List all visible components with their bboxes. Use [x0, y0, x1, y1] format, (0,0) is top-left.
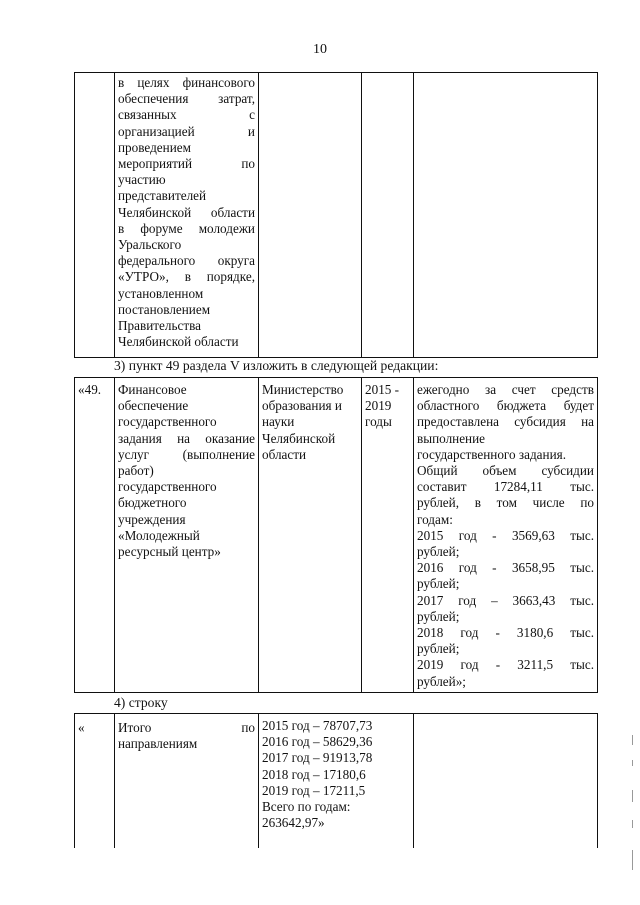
purpose-line: участию	[118, 172, 166, 188]
item-49-name-line: государственного	[118, 414, 217, 430]
item-49-name-line: услуг (выполнение	[118, 446, 255, 462]
totals-amount-line: 2019 год – 17211,5	[262, 782, 366, 798]
item-49-name-line: работ)	[118, 463, 154, 479]
item-49-name-line: Финансовое	[118, 382, 187, 397]
totals-amount-line: Всего по годам:	[262, 799, 351, 815]
item-49-name-line: «Молодежный	[118, 527, 200, 543]
purpose-line: мероприятий по	[118, 156, 255, 172]
item-49-executor-line: образования и	[262, 398, 342, 414]
purpose-line: в форуме молодежи	[118, 220, 255, 236]
item-49-source-line: рублей;	[417, 576, 460, 592]
item-49-source-line: рублей, в том числе по	[417, 495, 594, 511]
item-49-name-line: учреждения	[118, 511, 186, 527]
item-49-name-line: обеспечение	[118, 398, 189, 414]
totals-name-line: направлениям	[118, 736, 198, 752]
item-49-period	[365, 382, 411, 431]
totals-amount-line: 263642,97»	[262, 815, 325, 831]
item-49-period-line: 2019	[365, 398, 392, 414]
item-49-source-line: 2018 год - 3180,6 тыс.	[417, 625, 594, 641]
item-49-name-line: задания на оказание	[118, 430, 255, 446]
item-49-executor-line: Министерство	[262, 382, 344, 397]
purpose-line: обеспечения затрат,	[118, 91, 255, 107]
totals-number: «	[78, 720, 85, 735]
purpose-line: установленном	[118, 285, 204, 301]
purpose-line: в целях финансового	[118, 75, 255, 90]
item-49-source-line: составит 17284,11 тыс.	[417, 479, 594, 495]
totals-amount-line: 2015 год – 78707,73	[262, 718, 373, 733]
totals-name	[118, 720, 255, 752]
table-continuation-purpose-text	[118, 75, 255, 350]
purpose-line: представителей	[118, 188, 207, 204]
item-49-source-line: предоставлена субсидия на	[417, 414, 594, 430]
item-49-source-line: выполнение	[417, 430, 486, 446]
paragraph-item-4: 4) строку	[114, 695, 168, 710]
item-49-name	[118, 382, 255, 560]
item-49-name-line: ресурсный центр»	[118, 544, 221, 560]
item-49-source-line: годам:	[417, 511, 453, 527]
totals-amount-line: 2016 год – 58629,36	[262, 734, 373, 750]
totals-amounts	[262, 718, 412, 831]
item-49-source-line: рублей;	[417, 544, 460, 560]
item-49-period-line: годы	[365, 414, 392, 430]
item-49-executor-line: науки	[262, 414, 295, 430]
item-49-source-line: рублей»;	[417, 673, 466, 689]
item-49-executor-line: Челябинской	[262, 430, 336, 446]
item-49-source-line: 2016 год - 3658,95 тыс.	[417, 560, 594, 576]
purpose-line: постановлением	[118, 301, 211, 317]
purpose-line: Челябинской области	[118, 334, 239, 350]
purpose-line: федерального округа	[118, 253, 255, 269]
totals-amount-line: 2018 год – 17180,6	[262, 766, 366, 782]
item-49-source-line: государственного задания.	[417, 446, 567, 462]
item-49-source-line: рублей;	[417, 608, 460, 624]
item-49-source-line: 2017 год – 3663,43 тыс.	[417, 592, 594, 608]
purpose-line: Уральского	[118, 237, 182, 253]
paragraph-item-3: 3) пункт 49 раздела V изложить в следующей редакции:	[114, 358, 439, 373]
item-49-source-line: 2019 год - 3211,5 тыс.	[417, 657, 594, 673]
page-number: 10	[313, 42, 327, 57]
item-49-executor	[262, 382, 359, 463]
item-49-executor-line: области	[262, 446, 307, 462]
item-49-source-line: ежегодно за счет средств	[417, 382, 594, 397]
purpose-line: Правительства	[118, 318, 201, 334]
purpose-line: связанных с	[118, 107, 255, 123]
item-49-name-line: бюджетного	[118, 495, 187, 511]
purpose-line: проведением	[118, 139, 191, 155]
totals-amount-line: 2017 год – 91913,78	[262, 750, 373, 766]
item-49-name-line: государственного	[118, 479, 217, 495]
item-49-period-line: 2015 -	[365, 382, 400, 397]
purpose-line: Челябинской области	[118, 204, 255, 220]
item-49-funding-source	[417, 382, 594, 690]
item-49-source-line: 2015 год - 3569,63 тыс.	[417, 527, 594, 543]
purpose-line: организацией и	[118, 123, 255, 139]
purpose-line: «УТРО», в порядке,	[118, 269, 255, 285]
item-49-source-line: рублей;	[417, 641, 460, 657]
item-49-number: «49.	[78, 382, 102, 397]
item-49-source-line: областного бюджета будет	[417, 398, 594, 414]
totals-name-line: Итого по	[118, 720, 255, 735]
item-49-source-line: Общий объем субсидии	[417, 463, 594, 479]
